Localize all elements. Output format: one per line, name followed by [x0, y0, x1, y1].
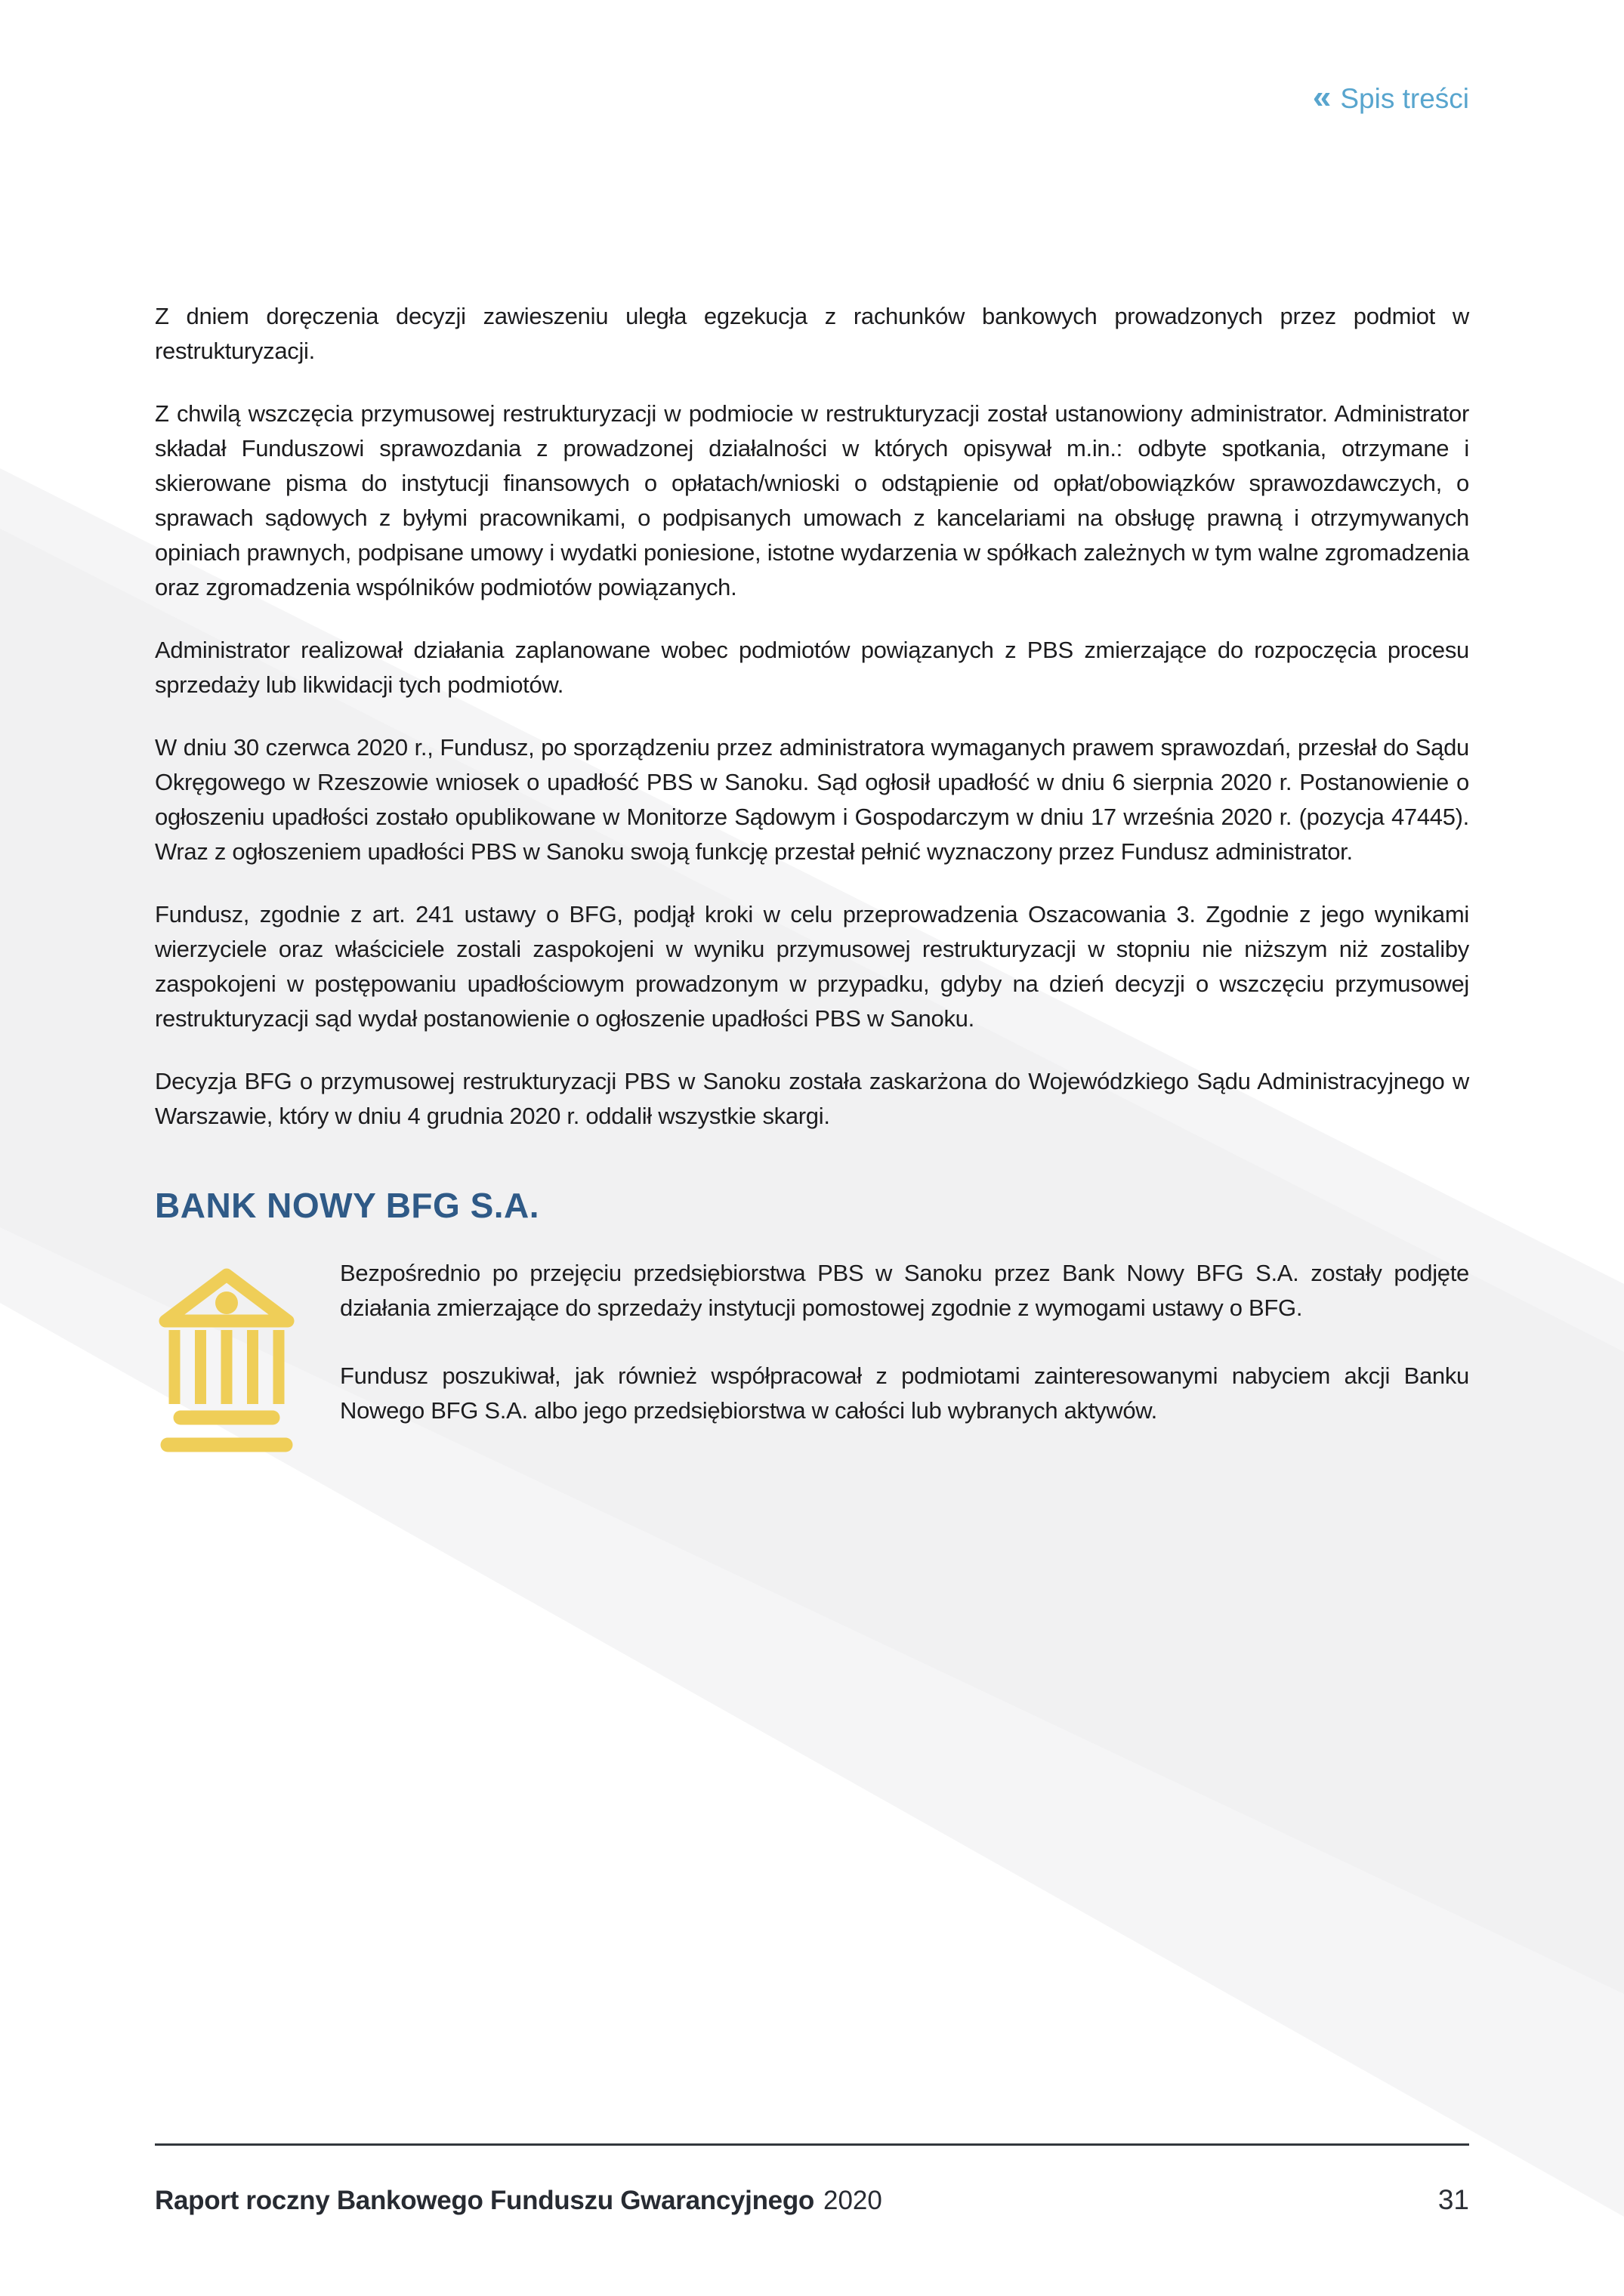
bank-building-icon: [155, 1256, 298, 1467]
page-footer: [155, 2181, 1469, 2220]
body-paragraph: Z dniem doręczenia decyzji zawieszeniu uległa egzekucja z rachunków bankowych prowadzonych przez podmiot w restrukturyzacji.: [155, 303, 1469, 364]
page-number: 31: [1437, 2184, 1469, 2215]
page-body: [155, 299, 1469, 1467]
body-paragraph: Bezpośrednio po przejęciu przedsiębiorstwa PBS w Sanoku przez Bank Nowy BFG S.A. zostały podjęte działania zmierzające do sprzedaży instytucji pomostowej zgodnie z wymogami ustawy o BFG.: [340, 1260, 1469, 1321]
footer-title-text: Raport roczny Bankowego Funduszu Gwarancyjnego: [155, 2186, 814, 2215]
toc-link-label: Spis treści: [1340, 83, 1469, 114]
body-paragraph: Administrator realizował działania zaplanowane wobec podmiotów powiązanych z PBS zmierzające do rozpoczęcia procesu sprzedaży lub likwidacji tych podmiotów.: [155, 637, 1469, 698]
body-paragraph: W dniu 30 czerwca 2020 r., Fundusz, po sporządzeniu przez administratora wymaganych prawem sprawozdań, przesłał do Sądu Okręgowego w Rzeszowie wniosek o upadłość PBS w Sanoku. Sąd ogłosił upadłość w dniu 6 sierpnia 2020 r. Postanowienie o ogłoszeniu upadłości zostało opublikowane w Monitorze Sądowym i Gospodarczym w dniu 17 września 2020 r. (pozycja 47445). Wraz z ogłoszeniem upadłości PBS w Sanoku swoją funkcję przestał pełnić wyznaczony przez Fundusz administrator.: [155, 734, 1469, 865]
section-heading-bank-nowy-bfg: BANK NOWY BFG S.A.: [155, 1186, 540, 1225]
body-paragraph: Fundusz, zgodnie z art. 241 ustawy o BFG, podjął kroki w celu przeprowadzenia Oszacowania 3. Zgodnie z jego wynikami wierzyciele oraz właściciele zostali zaspokojeni w wyniku przymusowej restrukturyzacji w stopniu nie niższym niż zostaliby zaspokojeni w postępowaniu upadłościowym prowadzonym w przypadku, gdyby na dzień decyzji o wszczęciu przymusowej restrukturyzacji sąd wydał postanowienie o ogłoszenie upadłości PBS w Sanoku.: [155, 901, 1469, 1032]
body-paragraph: Decyzja BFG o przymusowej restrukturyzacji PBS w Sanoku została zaskarżona do Wojewódzkiego Sądu Administracyjnego w Warszawie, który w dniu 4 grudnia 2020 r. oddalił wszystkie skargi.: [155, 1068, 1469, 1129]
bank-section: [155, 1256, 1469, 1467]
back-to-toc-link[interactable]: [1313, 80, 1469, 118]
footer-year-text: 2020: [823, 2186, 882, 2215]
footer-divider: [155, 2143, 1469, 2146]
guillemet-left-icon: «: [1312, 79, 1332, 116]
body-paragraph: Z chwilą wszczęcia przymusowej restrukturyzacji w podmiocie w restrukturyzacji został ustanowiony administrator. Administrator składał Funduszowi sprawozdania z prowadzonej działalności w których opisywał m.in.: odbyte spotkania, otrzymane i skierowane pisma do instytucji finansowych o opłatach/wnioski o odstąpienie od opłat/obowiązków sprawozdawczych, o sprawach sądowych z byłymi pracownikami, o podpisanych umowach z kancelariami na obsługę prawną i otrzymywanych opiniach prawnych, podpisane umowy i wydatki poniesione, istotne wydarzenia w spółkach zależnych w tym walne zgromadzenia oraz zgromadzenia wspólników podmiotów powiązanych.: [155, 400, 1469, 600]
body-paragraph: Fundusz poszukiwał, jak również współpracował z podmiotami zainteresowanymi nabyciem akcji Banku Nowego BFG S.A. albo jego przedsiębiorstwa w całości lub wybranych aktywów.: [340, 1362, 1469, 1424]
bank-section-text: [340, 1256, 1469, 1428]
footer-report-title: [155, 2182, 882, 2220]
